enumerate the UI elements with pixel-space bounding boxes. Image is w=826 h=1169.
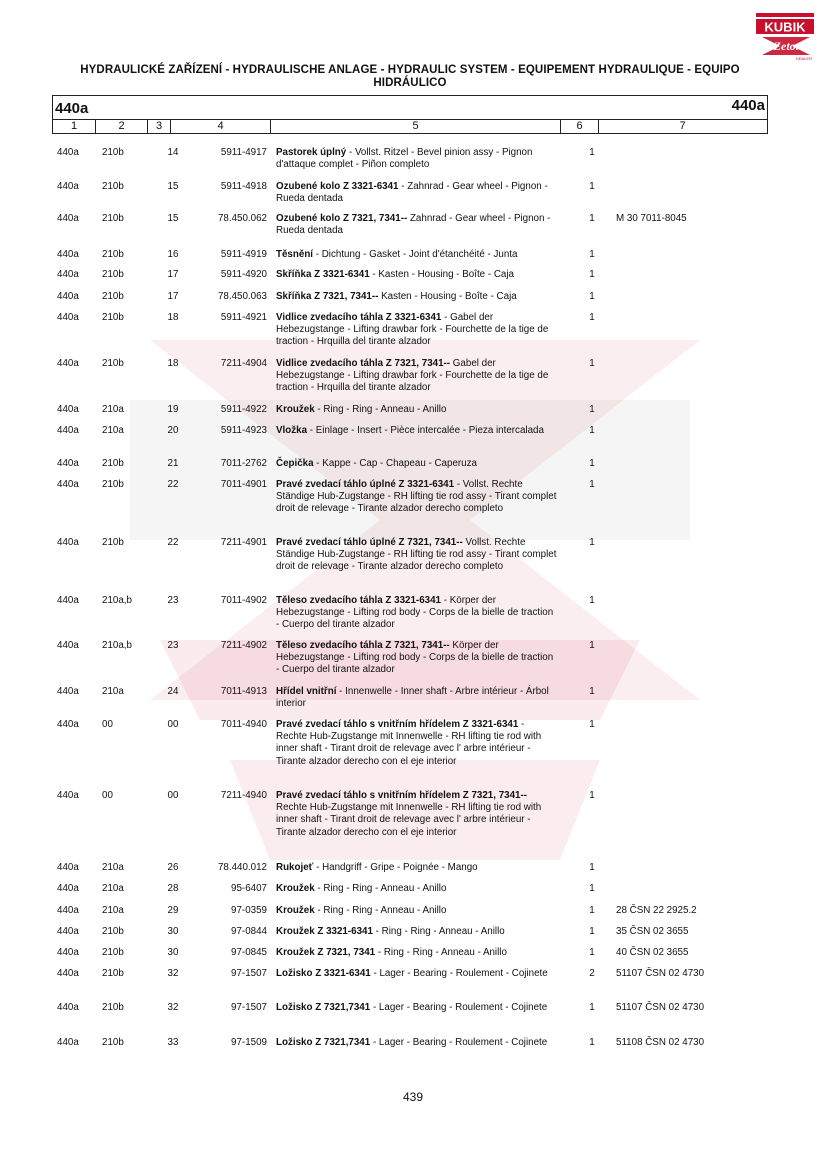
column-header-1: 1 [53, 120, 96, 133]
cell-position: 24 [167, 686, 179, 697]
cell-position: 28 [167, 883, 179, 894]
description-bold: Ložisko Z 3321-6341 [276, 968, 371, 979]
cell-part-number: 5911-4919 [220, 249, 267, 260]
cell-section: 440a [57, 479, 79, 490]
section-code-right: 440a [731, 97, 765, 114]
description-bold: Kroužek [276, 883, 315, 894]
cell-quantity: 1 [589, 926, 595, 937]
column-header-7: 7 [679, 120, 686, 132]
logo-small-text: DEALER [795, 56, 813, 61]
cell-figure: 210a [102, 883, 124, 894]
description-text: - Ring - Ring - Anneau - Anillo [372, 926, 505, 937]
cell-quantity: 1 [589, 249, 595, 260]
cell-figure: 210b [102, 358, 124, 369]
description-bold: Ozubené kolo Z 7321, 7341-- [276, 213, 408, 224]
description-bold: Ložisko Z 7321,7341 [276, 1002, 371, 1013]
cell-part-number: 5911-4922 [220, 404, 267, 415]
cell-description [276, 905, 558, 917]
column-header-6: 6 [561, 120, 599, 133]
cell-description [276, 790, 558, 839]
cell-position: 16 [167, 249, 179, 260]
cell-figure: 210b [102, 312, 124, 323]
cell-position: 19 [167, 404, 179, 415]
title-line-2: HIDRÁULICO [373, 77, 447, 89]
cell-section: 440a [57, 947, 79, 958]
cell-section: 440a [57, 181, 79, 192]
cell-section: 440a [57, 425, 79, 436]
cell-part-number: 95-6407 [231, 883, 267, 894]
description-text: - Ring - Ring - Anneau - Anillo [314, 905, 447, 916]
cell-quantity: 1 [589, 947, 595, 958]
cell-quantity: 1 [589, 905, 595, 916]
cell-position: 00 [167, 719, 179, 730]
cell-quantity: 1 [589, 595, 595, 606]
cell-quantity: 2 [589, 968, 595, 979]
description-text: Vollst. Rechte Ständige Hub-Zugstange - RH lifting tie rod assy - Tirant complet droit de relevage - Tirante alzador derecho completo [276, 537, 557, 573]
column-header-2: 2 [96, 120, 148, 133]
cell-description [276, 213, 558, 237]
cell-quantity: 1 [589, 213, 595, 224]
description-text: - Kappe - Cap - Chapeau - Caperuza [313, 458, 477, 469]
cell-part-number: 5911-4917 [220, 147, 267, 158]
cell-position: 17 [167, 291, 179, 302]
cell-figure: 00 [102, 719, 113, 730]
cell-quantity: 1 [589, 790, 595, 801]
cell-part-number: 7211-4902 [220, 640, 267, 651]
description-text: - Ring - Ring - Anneau - Anillo [314, 883, 447, 894]
cell-part-number: 7011-4901 [220, 479, 267, 490]
cell-position: 23 [167, 595, 179, 606]
cell-section: 440a [57, 291, 79, 302]
cell-section: 440a [57, 147, 79, 158]
cell-description [276, 269, 558, 281]
cell-figure: 210b [102, 181, 124, 192]
cell-quantity: 1 [589, 1037, 595, 1048]
cell-description [276, 181, 558, 205]
cell-part-number: 7211-4940 [220, 790, 267, 801]
cell-position: 33 [167, 1037, 179, 1048]
cell-description [276, 862, 558, 874]
cell-section: 440a [57, 640, 79, 651]
table-header-frame [52, 95, 768, 134]
cell-part-number: 78.450.063 [217, 291, 267, 302]
cell-description [276, 291, 558, 303]
cell-figure: 210b [102, 1037, 124, 1048]
cell-description [276, 404, 558, 416]
cell-position: 30 [167, 926, 179, 937]
section-code-left: 440a [55, 100, 89, 117]
cell-description [276, 926, 558, 938]
cell-description [276, 968, 558, 980]
cell-part-number: 7011-4940 [220, 719, 267, 730]
cell-note: M 30 7011-8045 [616, 213, 687, 224]
cell-part-number: 97-0844 [231, 926, 267, 937]
document-title [40, 64, 780, 90]
description-bold: Ozubené kolo Z 3321-6341 [276, 181, 399, 192]
cell-position: 26 [167, 862, 179, 873]
cell-position: 17 [167, 269, 179, 280]
cell-part-number: 78.440.012 [217, 862, 267, 873]
cell-description [276, 883, 558, 895]
cell-quantity: 1 [589, 1002, 595, 1013]
cell-description [276, 719, 558, 768]
cell-section: 440a [57, 862, 79, 873]
cell-quantity: 1 [589, 312, 595, 323]
cell-description [276, 947, 558, 959]
cell-section: 440a [57, 269, 79, 280]
logo-bottom-text: Zetor [773, 39, 801, 53]
cell-part-number: 5911-4920 [220, 269, 267, 280]
cell-position: 14 [167, 147, 179, 158]
cell-position: 30 [167, 947, 179, 958]
description-bold: Kroužek [276, 905, 315, 916]
section-row [53, 96, 767, 120]
cell-description [276, 312, 558, 349]
description-bold: Vidlice zvedacího táhla Z 7321, 7341-- [276, 358, 451, 369]
cell-note: 40 ČSN 02 3655 [616, 947, 689, 958]
description-bold: Rukojeť [276, 862, 314, 873]
cell-description [276, 1037, 558, 1049]
cell-figure: 210b [102, 537, 124, 548]
description-bold: Kroužek Z 7321, 7341 [276, 947, 376, 958]
description-text: - Ring - Ring - Anneau - Anillo [375, 947, 507, 958]
cell-quantity: 1 [589, 404, 595, 415]
cell-description [276, 640, 558, 677]
cell-description [276, 425, 558, 437]
cell-figure: 210b [102, 147, 124, 158]
cell-figure: 210b [102, 479, 124, 490]
cell-position: 18 [167, 312, 179, 323]
description-bold: Čepička [276, 458, 314, 469]
cell-part-number: 5911-4921 [220, 312, 267, 323]
cell-figure: 210b [102, 968, 124, 979]
cell-position: 22 [167, 537, 179, 548]
description-text: - Zahnrad - Gear wheel - Pignon - Rueda dentada [276, 181, 548, 205]
cell-note: 51107 ČSN 02 4730 [616, 968, 705, 979]
description-text: - Vollst. Rechte Ständige Hub-Zugstange - RH lifting tie rod assy - Tirant complet droit de relevage - Tirante alzador derecho completo [276, 479, 557, 515]
cell-note: 51108 ČSN 02 4730 [616, 1037, 705, 1048]
cell-section: 440a [57, 905, 79, 916]
cell-description [276, 147, 558, 171]
description-text: - Vollst. Ritzel - Bevel pinion assy - Pignon d'attaque complet - Piñon completo [276, 147, 533, 171]
cell-figure: 210a [102, 905, 124, 916]
description-text: - Gabel der Hebezugstange - Lifting drawbar fork - Fourchette de la tige de traction - Hrquilla del tirante alzador [276, 312, 549, 348]
cell-quantity: 1 [589, 181, 595, 192]
description-bold: Vidlice zvedacího táhla Z 3321-6341 [276, 312, 442, 323]
cell-position: 32 [167, 968, 179, 979]
description-text: - Lager - Bearing - Roulement - Cojinete [370, 1002, 548, 1013]
description-bold: Vložka [276, 425, 308, 436]
description-text: - Kasten - Housing - Boîte - Caja [369, 269, 514, 280]
kubik-zetor-logo [754, 10, 816, 62]
cell-description [276, 458, 558, 470]
cell-figure: 210b [102, 1002, 124, 1013]
description-text: Gabel der Hebezugstange - Lifting drawbar fork - Fourchette de la tige de traction - Hrquilla del tirante alzador [276, 358, 549, 394]
description-bold: Těleso zvedacího táhla Z 3321-6341 [276, 595, 441, 606]
cell-description [276, 595, 558, 632]
description-bold: Pravé zvedací táhlo s vnitřním hřídelem Z 3321-6341 [276, 719, 519, 730]
description-bold: Pravé zvedací táhlo s vnitřním hřídelem Z 7321, 7341-- [276, 790, 528, 801]
cell-section: 440a [57, 968, 79, 979]
description-bold: Hřídel vnitřní [276, 686, 337, 697]
description-text: - Einlage - Insert - Pièce intercalée - Pieza intercalada [307, 425, 544, 436]
description-bold: Těleso zvedacího táhla Z 7321, 7341-- [276, 640, 450, 651]
cell-figure: 00 [102, 790, 113, 801]
cell-quantity: 1 [589, 147, 595, 158]
cell-description [276, 479, 558, 516]
cell-figure: 210a [102, 425, 124, 436]
description-text: - Ring - Ring - Anneau - Anillo [314, 404, 447, 415]
cell-figure: 210a [102, 404, 124, 415]
cell-note: 51107 ČSN 02 4730 [616, 1002, 705, 1013]
description-text: - Lager - Bearing - Roulement - Cojinete [370, 968, 548, 979]
cell-part-number: 97-0359 [231, 905, 267, 916]
description-bold: Skříňka Z 7321, 7341-- [276, 291, 379, 302]
cell-figure: 210a,b [102, 595, 132, 606]
logo-top-text: KUBIK [764, 19, 806, 35]
cell-part-number: 5911-4918 [220, 181, 267, 192]
cell-part-number: 7011-4913 [220, 686, 267, 697]
cell-section: 440a [57, 1037, 79, 1048]
cell-figure: 210b [102, 269, 124, 280]
description-bold: Skříňka Z 3321-6341 [276, 269, 370, 280]
cell-section: 440a [57, 312, 79, 323]
cell-position: 00 [167, 790, 179, 801]
cell-quantity: 1 [589, 883, 595, 894]
cell-quantity: 1 [589, 862, 595, 873]
cell-quantity: 1 [589, 479, 595, 490]
cell-section: 440a [57, 883, 79, 894]
cell-position: 29 [167, 905, 179, 916]
cell-figure: 210b [102, 926, 124, 937]
description-text: Rechte Hub-Zugstange mit Innenwelle - RH lifting tie rod with inner shaft - Tirant droit de relevage avec l' arbre intérieur - Tirante alzador derecho con el eje interior [276, 802, 542, 838]
description-text: Körper der Hebezugstange - Lifting rod body - Corps de la bielle de traction - Cuerpo del tirante alzador [276, 640, 554, 676]
cell-note: 28 ČSN 22 2925.2 [616, 905, 697, 916]
cell-part-number: 97-1507 [231, 1002, 267, 1013]
cell-description [276, 358, 558, 395]
description-text: - Handgriff - Gripe - Poignée - Mango [313, 862, 478, 873]
cell-figure: 210b [102, 947, 124, 958]
description-bold: Kroužek [276, 404, 315, 415]
cell-figure: 210a [102, 862, 124, 873]
cell-position: 32 [167, 1002, 179, 1013]
cell-part-number: 7011-4902 [220, 595, 267, 606]
cell-position: 23 [167, 640, 179, 651]
cell-position: 18 [167, 358, 179, 369]
cell-position: 15 [167, 213, 179, 224]
cell-section: 440a [57, 358, 79, 369]
description-bold: Kroužek Z 3321-6341 [276, 926, 373, 937]
title-line-1: HYDRAULICKÉ ZAŘÍZENÍ - HYDRAULISCHE ANLAGE - HYDRAULIC SYSTEM - EQUIPEMENT HYDRAULIQUE - EQUIPO [80, 64, 740, 76]
description-bold: Pravé zvedací táhlo úplné Z 7321, 7341-- [276, 537, 463, 548]
description-text: - Innenwelle - Inner shaft - Arbre intérieur - Árbol interior [276, 686, 549, 710]
cell-position: 15 [167, 181, 179, 192]
cell-description [276, 1002, 558, 1014]
cell-quantity: 1 [589, 358, 595, 369]
cell-section: 440a [57, 213, 79, 224]
cell-section: 440a [57, 595, 79, 606]
column-header-3: 3 [148, 120, 171, 133]
cell-part-number: 7011-2762 [220, 458, 267, 469]
cell-part-number: 97-1507 [231, 968, 267, 979]
cell-position: 21 [167, 458, 179, 469]
cell-section: 440a [57, 719, 79, 730]
cell-quantity: 1 [589, 269, 595, 280]
description-text: - Lager - Bearing - Roulement - Cojinete [370, 1037, 548, 1048]
description-bold: Ložisko Z 7321,7341 [276, 1037, 371, 1048]
description-text: Zahnrad - Gear wheel - Pignon - Rueda dentada [276, 213, 551, 237]
cell-section: 440a [57, 458, 79, 469]
cell-section: 440a [57, 1002, 79, 1013]
cell-part-number: 97-0845 [231, 947, 267, 958]
cell-description [276, 249, 558, 261]
cell-quantity: 1 [589, 291, 595, 302]
cell-figure: 210b [102, 291, 124, 302]
cell-position: 20 [167, 425, 179, 436]
cell-section: 440a [57, 926, 79, 937]
cell-part-number: 7211-4904 [220, 358, 267, 369]
cell-part-number: 78.450.062 [217, 213, 267, 224]
cell-section: 440a [57, 790, 79, 801]
cell-figure: 210a [102, 686, 124, 697]
cell-description [276, 686, 558, 710]
cell-quantity: 1 [589, 458, 595, 469]
cell-part-number: 5911-4923 [220, 425, 267, 436]
cell-figure: 210b [102, 213, 124, 224]
description-bold: Pravé zvedací táhlo úplné Z 3321-6341 [276, 479, 455, 490]
cell-section: 440a [57, 537, 79, 548]
cell-section: 440a [57, 404, 79, 415]
description-text: - Rechte Hub-Zugstange mit Innenwelle - RH lifting tie rod with inner shaft - Tirant droit de relevage avec l' arbre intérieur - Tirante alzador derecho con el eje interior [276, 719, 542, 767]
description-text: - Körper der Hebezugstange - Lifting rod body - Corps de la bielle de traction - Cuerpo del tirante alzador [276, 595, 554, 631]
description-text: - Dichtung - Gasket - Joint d'étanchéité - Junta [313, 249, 518, 260]
cell-section: 440a [57, 686, 79, 697]
cell-description [276, 537, 558, 574]
cell-part-number: 97-1509 [231, 1037, 267, 1048]
description-text: Kasten - Housing - Boîte - Caja [378, 291, 517, 302]
cell-quantity: 1 [589, 640, 595, 651]
cell-figure: 210b [102, 458, 124, 469]
cell-quantity: 1 [589, 686, 595, 697]
cell-position: 22 [167, 479, 179, 490]
column-header-row [53, 120, 767, 134]
cell-quantity: 1 [589, 425, 595, 436]
page-number: 439 [402, 1090, 424, 1104]
cell-note: 35 ČSN 02 3655 [616, 926, 689, 937]
column-header-4: 4 [171, 120, 271, 133]
cell-figure: 210b [102, 249, 124, 260]
cell-quantity: 1 [589, 719, 595, 730]
column-header-5: 5 [271, 120, 561, 133]
description-bold: Těsnění [276, 249, 314, 260]
cell-section: 440a [57, 249, 79, 260]
cell-quantity: 1 [589, 537, 595, 548]
cell-figure: 210a,b [102, 640, 132, 651]
description-bold: Pastorek úplný [276, 147, 347, 158]
cell-part-number: 7211-4901 [220, 537, 267, 548]
